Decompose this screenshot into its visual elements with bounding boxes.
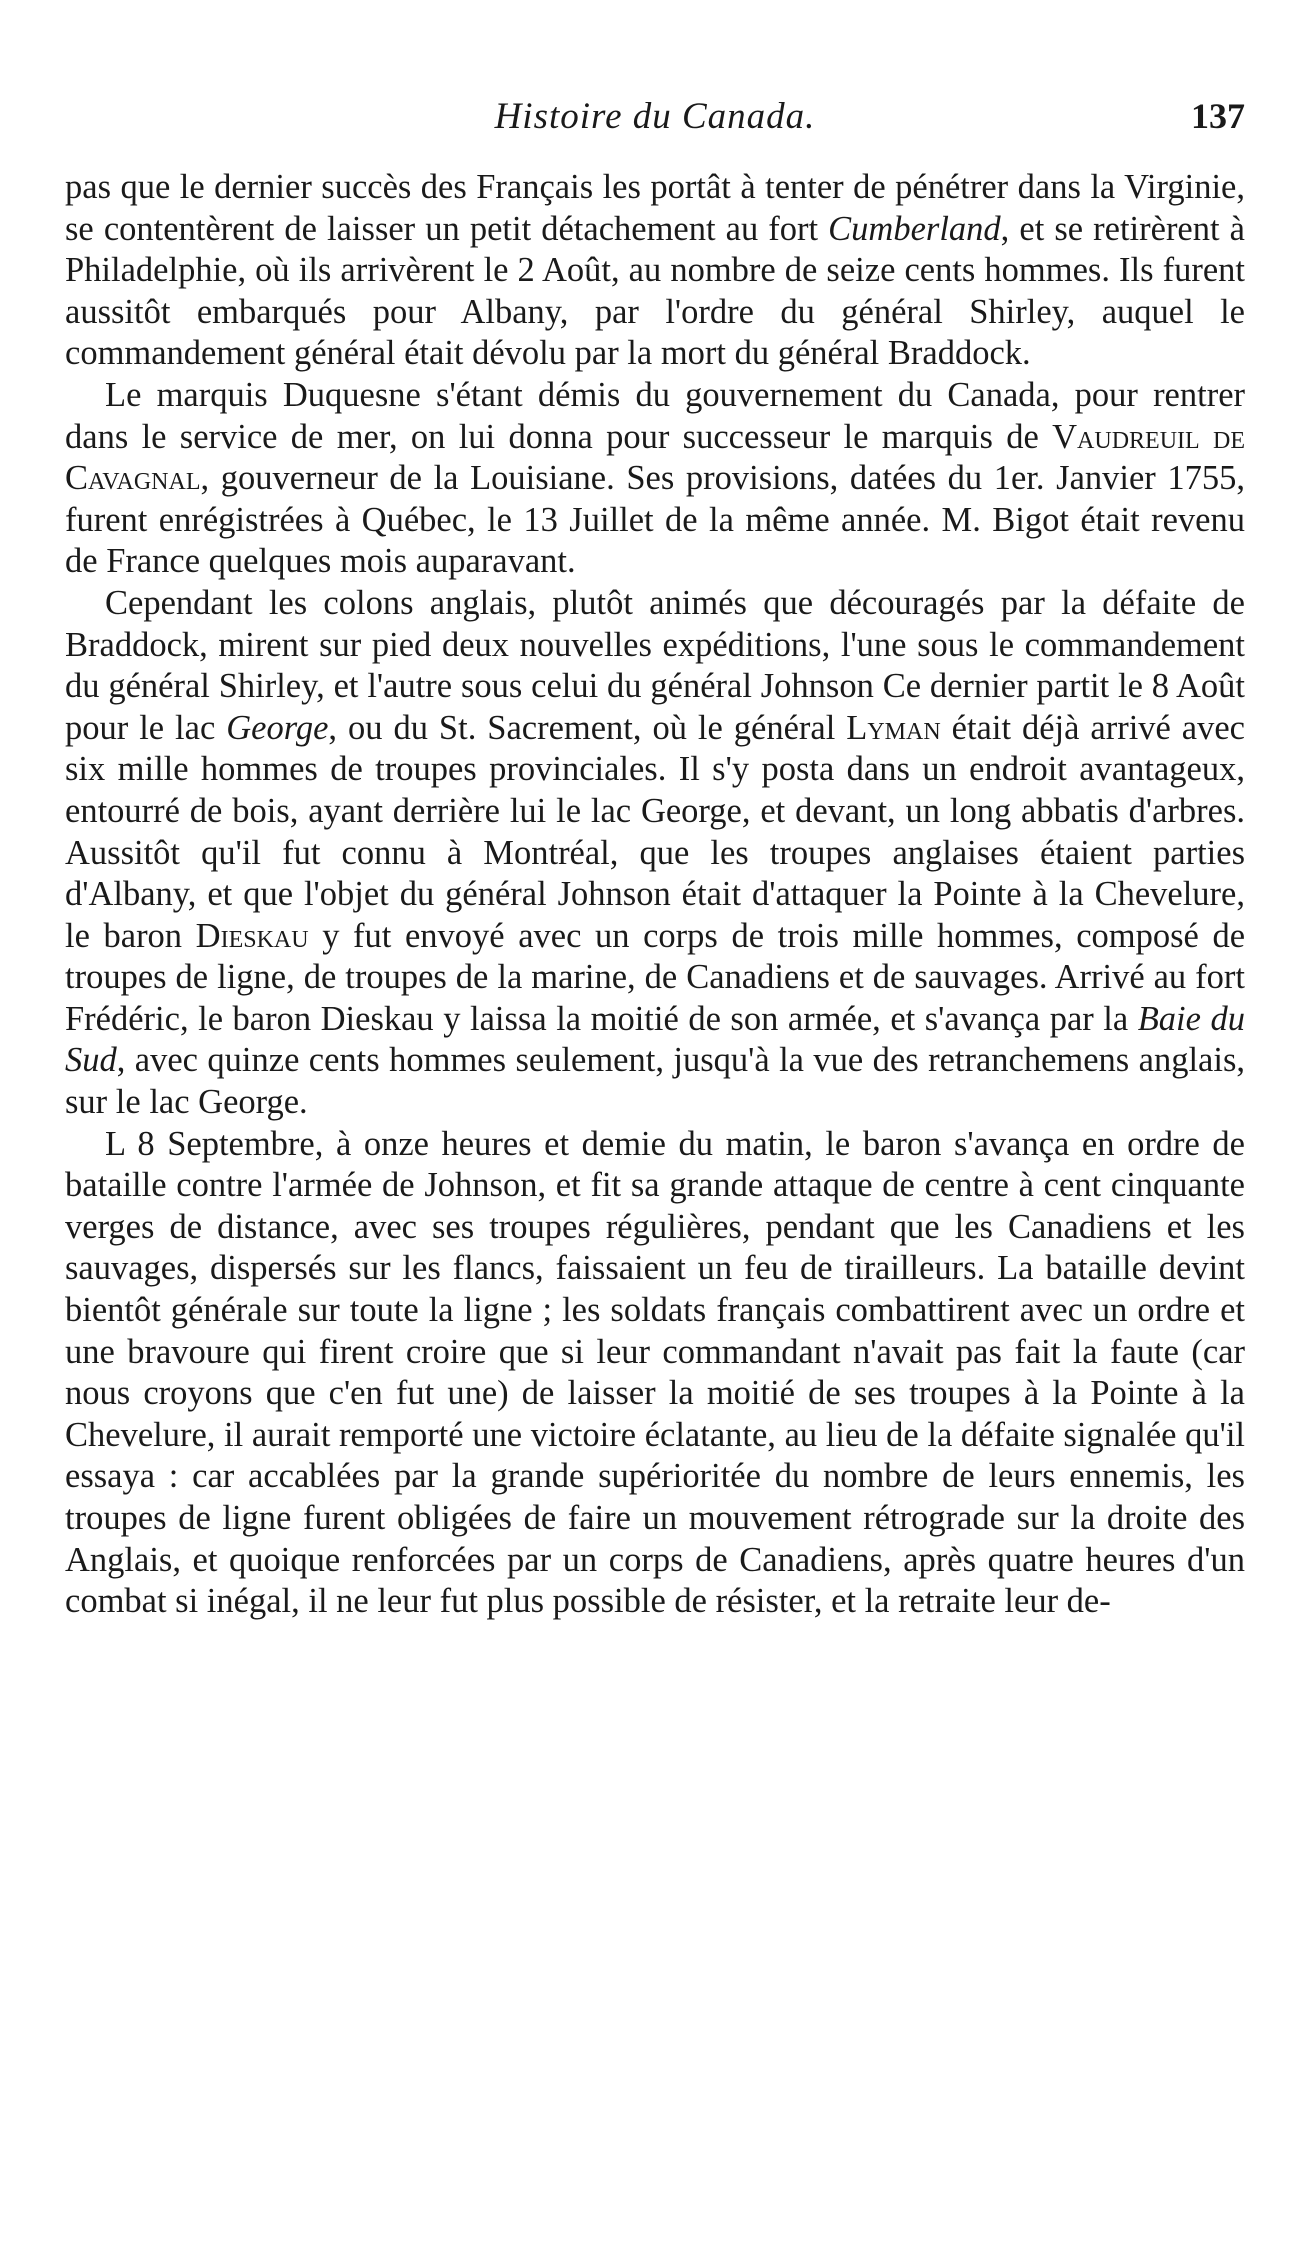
text-segment: Le marquis Duquesne s'étant démis du gouvernement du Canada, pour rentrer dans le service de mer, on lui donna pour successeur le marquis de <box>65 375 1245 456</box>
page-header <box>65 95 1245 153</box>
paragraph-2 <box>65 375 1245 583</box>
italic-place-name: Cumberland <box>828 209 1001 248</box>
page-number: 137 <box>1191 96 1245 136</box>
text-segment: , et se retirèrent à Philadelphie, où ils arrivèrent le 2 Août, au nombre de seize cents hommes. Ils furent aussitôt embarqués pour Albany, par l'ordre du général Shirley, auquel le commandement général était dévolu par la mort du général Braddock. <box>65 209 1245 373</box>
text-segment: était déjà arrivé avec six mille hommes de troupes provinciales. Il s'y posta dans un endroit avantageux, entourré de bois, ayant derrière lui le lac George, et devant, un long abbatis d'arbres. Aussitôt qu'il fut connu à Montréal, que les troupes anglaises étaient parties d'Albany, et que l'objet du général Johnson était d'attaquer la Pointe à la Chevelure, le baron <box>65 708 1245 955</box>
text-segment: , avec quinze cents hommes seulement, jusqu'à la vue des retranchemens anglais, sur le lac George. <box>65 1041 1245 1122</box>
running-title: Histoire du Canada. <box>494 96 816 137</box>
text-segment: L 8 Septembre, à onze heures et demie du matin, le baron s'avança en ordre de bataille contre l'armée de Johnson, et fit sa grande attaque de centre à cent cinquante verges de distance, avec ses troupes régulières, pendant que les Canadiens et les sauvages, dispersés sur les flancs, faissaient un feu de tirailleurs. La bataille devint bientôt générale sur toute la ligne ; les soldats français combattirent avec un ordre et une bravoure qui firent croire que si leur commandant n'avait pas fait la faute (car nous croyons que c'en fut une) de laisser la moitié de ses troupes à la Pointe à la Chevelure, il aurait remporté une victoire éclatante, au lieu de la défaite signalée qu'il essaya : car accablées par la grande supérioritée du nombre de leurs ennemis, les troupes de ligne furent obligées de faire un mouvement rétrograde sur la droite des Anglais, et quoique renforcées par un corps de Canadiens, après quatre heures d'un combat si inégal, il ne leur fut plus possible de résister, et la retraite leur de- <box>65 1124 1245 1621</box>
text-segment: pas que le dernier succès des Français les portât à tenter de pénétrer dans la Virginie, se contentèrent de laisser un petit détachement au fort <box>65 168 1245 248</box>
text-segment: y fut envoyé avec un corps de trois mille hommes, composé de troupes de ligne, de troupes de la marine, de Canadiens et de sauvages. Arrivé au fort Frédéric, le baron Dieskau y laissa la moitié de son armée, et s'avança par la <box>65 916 1246 1038</box>
italic-place-name: George <box>226 708 329 747</box>
text-segment: Cependant les colons anglais, plutôt animés que découragés par la défaite de Braddock, mirent sur pied deux nouvelles expéditions, l'une sous le commandement du général Shirley, et l'autre sous celui du général Johnson Ce dernier partit le 8 Août pour le lac <box>65 583 1245 747</box>
text-segment: , gouverneur de la Louisiane. Ses provisions, datées du 1er. Janvier 1755, furent enrégistrées à Québec, le 13 Juillet de la même année. M. Bigot était revenu de France quelques mois auparavant. <box>65 459 1245 581</box>
book-page <box>65 95 1245 1623</box>
text-segment: , ou du St. Sacrement, où le général <box>328 708 847 747</box>
smallcaps-name: Vaudreuil de Cavagnal <box>65 417 1245 498</box>
italic-place-name: Baie du Sud <box>65 999 1245 1080</box>
body-text <box>65 167 1245 1623</box>
smallcaps-name: Lyman <box>846 708 941 747</box>
smallcaps-name: Dieskau <box>195 916 309 955</box>
paragraph-1 <box>65 167 1245 375</box>
paragraph-4 <box>65 1124 1245 1623</box>
paragraph-3 <box>65 583 1245 1124</box>
